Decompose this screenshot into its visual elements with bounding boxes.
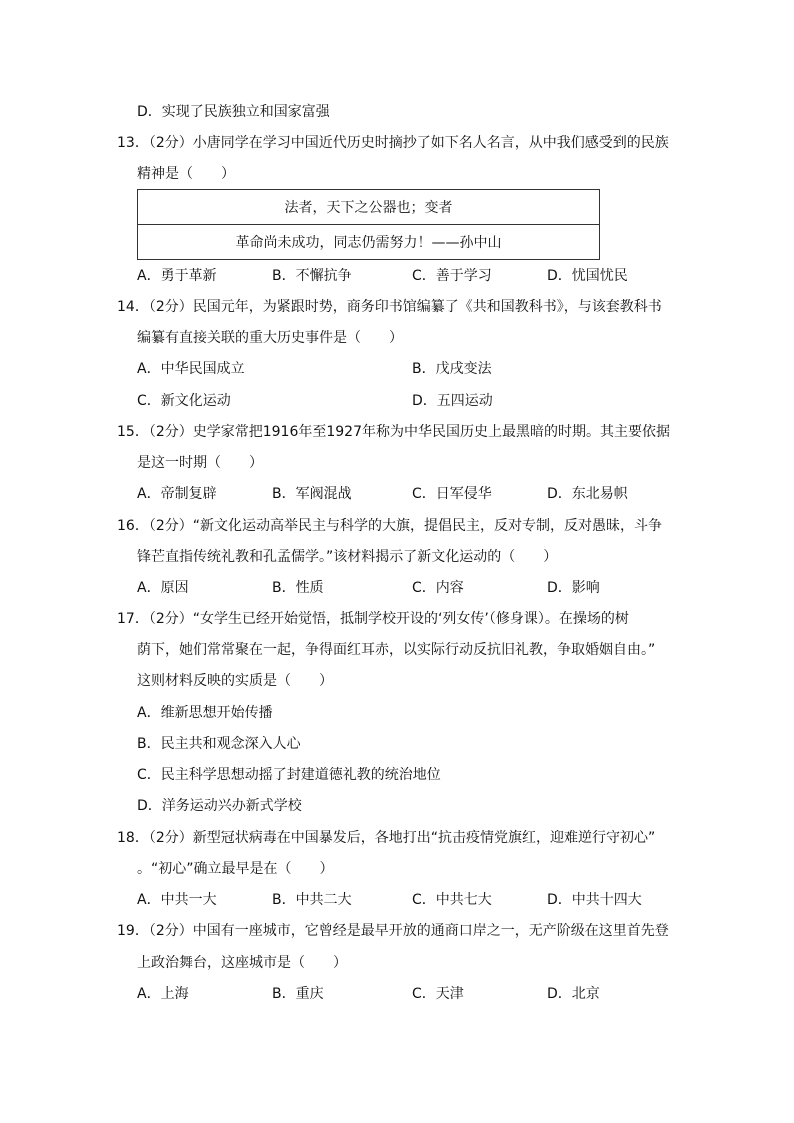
q13-quote-row-1: 法者，天下之公器也；变者	[138, 190, 600, 225]
q18-option-a: A．中共一大	[137, 892, 217, 908]
q15-option-c: C．日军侵华	[412, 486, 492, 502]
q19-option-b: B．重庆	[272, 986, 324, 1002]
q13-stem-line-2: 精神是（ ）	[137, 166, 235, 182]
q15-option-d: D．东北易帜	[547, 486, 628, 502]
q19-option-c: C．天津	[412, 986, 464, 1002]
q18-stem-line-1: 18．（2分）新型冠状病毒在中国暴发后，各地打出“抗击疫情党旗红，迎难逆行守初心”	[117, 830, 656, 846]
q16-stem-line-1: 16．（2分）“新文化运动高举民主与科学的大旗，提倡民主，反对专制，反对愚昧，斗争	[117, 518, 662, 534]
q14-option-d: D．五四运动	[412, 393, 493, 409]
q18-option-d: D．中共十四大	[547, 892, 642, 908]
q16-stem-line-2: 锋芒直指传统礼教和孔孟儒学。”该材料揭示了新文化运动的（ ）	[137, 549, 558, 565]
q19-option-a: A．上海	[137, 986, 189, 1002]
q19-stem-line-1: 19．（2分）中国有一座城市，它曾经是最早开放的通商口岸之一，无产阶级在这里首先登	[117, 923, 669, 939]
q17-option-d: D．洋务运动兴办新式学校	[137, 798, 302, 814]
q13-option-d: D．忧国忧民	[547, 268, 628, 284]
q12-option-d: D．实现了民族独立和国家富强	[137, 104, 330, 120]
q17-option-b: B．民主共和观念深入人心	[137, 736, 301, 752]
q13-option-b: B．不懈抗争	[272, 268, 352, 284]
q17-option-a: A．维新思想开始传播	[137, 705, 273, 721]
q16-option-b: B．性质	[272, 580, 324, 596]
q14-option-a: A．中华民国成立	[137, 361, 245, 377]
q13-stem-line-1: 13．（2分）小唐同学在学习中国近代历史时摘抄了如下名人名言，从中我们感受到的民族	[117, 135, 669, 151]
q13-quote-row-2: 革命尚未成功，同志仍需努力！——孙中山	[138, 225, 600, 260]
q19-stem-line-2: 上政治舞台，这座城市是（ ）	[137, 955, 347, 971]
q15-option-b: B．军阀混战	[272, 486, 352, 502]
q15-stem-line-1: 15．（2分）史学家常把1916年至1927年称为中华民国历史上最黑暗的时期。其主要依据	[117, 424, 670, 440]
q14-stem-line-1: 14．（2分）民国元年，为紧跟时势，商务印书馆编纂了《共和国教科书》，与该套教科书	[117, 299, 662, 315]
q14-option-b: B．戊戌变法	[412, 361, 492, 377]
q16-option-a: A．原因	[137, 580, 189, 596]
q17-stem-line-2: 荫下，她们常常聚在一起，争得面红耳赤，以实际行动反抗旧礼教，争取婚姻自由。”	[137, 642, 656, 658]
q13-option-c: C．善于学习	[412, 268, 492, 284]
q13-option-a: A．勇于革新	[137, 268, 217, 284]
q16-option-c: C．内容	[412, 580, 464, 596]
q18-stem-line-2: 。“初心”确立最早是在（ ）	[137, 861, 334, 877]
q19-option-d: D．北京	[547, 986, 600, 1002]
q15-option-a: A．帝制复辟	[137, 486, 217, 502]
q18-option-b: B．中共二大	[272, 892, 352, 908]
q15-stem-line-2: 是这一时期（ ）	[137, 455, 263, 471]
q17-option-c: C．民主科学思想动摇了封建道德礼教的统治地位	[137, 767, 441, 783]
q17-stem-line-3: 这则材料反映的实质是（ ）	[137, 673, 333, 689]
q18-option-c: C．中共七大	[412, 892, 492, 908]
q16-option-d: D．影响	[547, 580, 600, 596]
q13-quote-table	[137, 189, 600, 260]
q17-stem-line-1: 17．（2分）“女学生已经开始觉悟，抵制学校开设的‘列女传’（修身课）。在操场的树	[117, 611, 629, 627]
q14-stem-line-2: 编纂有直接关联的重大历史事件是（ ）	[137, 330, 403, 346]
q14-option-c: C．新文化运动	[137, 393, 231, 409]
